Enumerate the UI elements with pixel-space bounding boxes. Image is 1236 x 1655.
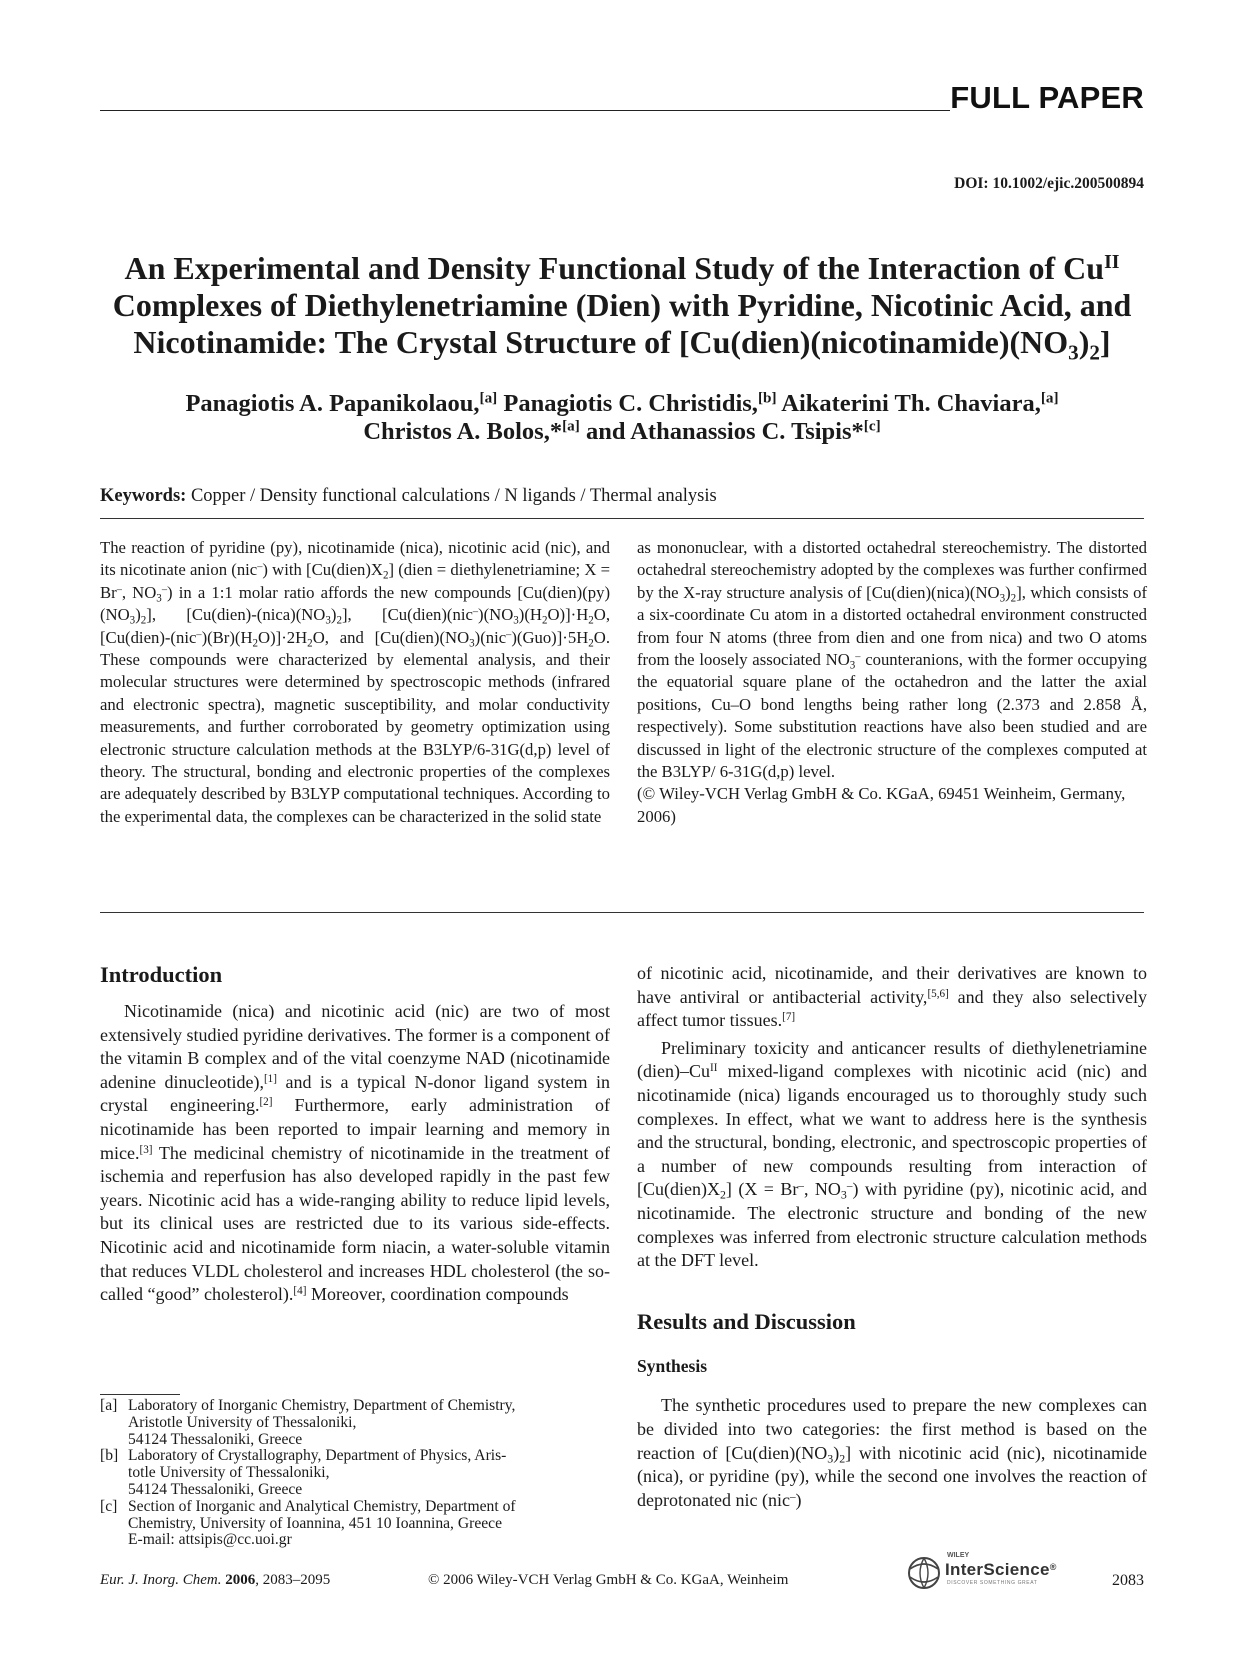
footnote (100, 1398, 615, 1448)
footnote-line: Laboratory of Crystallography, Department of Physics, Aris- (128, 1447, 507, 1465)
footnote-rule (100, 1394, 180, 1395)
body-column-right (637, 962, 1147, 1512)
body-column-left (100, 962, 610, 1307)
title-paren: ) (1078, 324, 1090, 360)
footer-citation (100, 1572, 330, 1589)
header-rule (100, 110, 950, 111)
subsection-heading-synthesis: Synthesis (637, 1355, 708, 1376)
affiliation-mark: [a] (562, 417, 580, 435)
footnote-label: [b] (100, 1447, 119, 1465)
footnote-label: [a] (100, 1397, 118, 1414)
author: Panagiotis A. Papanikolaou, (185, 390, 480, 417)
footnote-line: 54124 Thessaloniki, Greece (128, 1430, 303, 1448)
paragraph: Nicotinamide (nica) and nicotinic acid (nic) are two of most extensively studied pyridine derivatives. The former is a component of the vitamin B complex and of the vital coenzyme NAD (nicotinamide adenine dinucleotide),[1] and is a typical N-donor ligand system in crystal engineering.[2] Furthermore, early administration of nicotinamide has been reported to impair learning and memory in mice.[3] The medicinal chemistry of nicotinamide in the treatment of ischemia and reperfusion has also developed rapidly in the past few years. Nicotinic acid has a wide-ranging ability to reduce lipid levels, but its clinical uses are restricted due to its various side-effects. Nicotinic acid and nicotinamide form niacin, a water-soluble vitamin that reduces VLDL cholesterol and increases HDL cholesterol (the so-called “good” cholesterol).[4] Moreover, coordination compounds (100, 1001, 610, 1305)
page-number: 2083 (1112, 1572, 1144, 1589)
author: Christos A. Bolos,* (363, 418, 563, 445)
paragraph: Preliminary toxicity and anticancer results of diethylenetriamine $(dien)-Cu^{II}$ mixed-ligand complexes with nicotinic acid (nic) and nicotinamide (nica) ligands encouraged us to thoroughly study such complexes. In effect, what we want to address here is the synthesis and the structural, bonding, electronic, and spectroscopic properties of a number of new compounds resulting from interaction of $[Cu(dien)X_2] (X = Br^-$, $NO_3^-$) with pyridine (py), nicotinic acid, and nicotinamide. The electronic structure and bonding of the new complexes was inferred from electronic structure calculation methods at the DFT level. (637, 1037, 1148, 1271)
logo-wiley: WILEY (947, 1552, 970, 1559)
keywords-label: Keywords: (100, 486, 187, 506)
abstract-text-right: as mononuclear, with a distorted octahedral stereochemistry. The distorted octahedral stereochemistry adopted by the complexes was further confirmed by the X-ray structure analysis of $[Cu(dien)(nica)(NO_3)_2]$, which consists of a six-coordinate Cu atom in a distorted octahedral environment constructed from four N atoms (three from dien and one from nica) and two O atoms from the loosely associated $NO_3^-$ counteranions, with the former occupying the equatorial square plane of the octahedron and the latter the axial positions, Cu–O bond lengths being rather long (2.373 and 2.858 Å, respectively). Some substitution reactions have also been studied and are discussed in light of the electronic structure of the complexes computed at the B3LYP/ 6-31G(d,p) level. (637, 538, 1148, 782)
title-line-2: Complexes of Diethylenetriamine (Dien) with Pyridine, Nicotinic Acid, and (112, 287, 1132, 323)
paragraph: The synthetic procedures used to prepare the new complexes can be divided into two categories: the first method is based on the reaction of $[Cu(dien)(NO_3)_2]$ with nicotinic acid (nic), nicotinamide (nica), or pyridine (py), while the second one involves the reaction of deprotonated nic (nic–) (637, 1395, 1147, 1510)
footnote-line: Section of Inorganic and Analytical Chemistry, Department of (128, 1497, 516, 1515)
interscience-logo (905, 1552, 1075, 1592)
footnote-label: [c] (100, 1497, 118, 1515)
journal-pages: , 2083–2095 (255, 1572, 331, 1588)
journal-name: Eur. J. Inorg. Chem. (100, 1572, 222, 1588)
globe-icon (905, 1554, 943, 1592)
abstract-copyright: (© Wiley-VCH Verlag GmbH & Co. KGaA, 69451 Weinheim, Germany, 2006) (637, 784, 1126, 826)
title-superscript: II (1104, 251, 1120, 274)
abstract-column-right (637, 537, 1147, 828)
abstract-column-left (100, 537, 610, 828)
footnote (100, 1499, 615, 1549)
paragraph: of nicotinic acid, nicotinamide, and their derivatives are known to have antiviral or antibacterial activity,[5,6] and they also selectively affect tumor tissues.[7] (637, 963, 1147, 1031)
affiliation-footnotes (100, 1398, 615, 1549)
section-label: FULL PAPER (950, 80, 1144, 115)
section-heading-results: Results and Discussion (637, 1308, 856, 1334)
footer-copyright: © 2006 Wiley-VCH Verlag GmbH & Co. KGaA, Weinheim (428, 1572, 789, 1588)
abstract-top-rule (100, 518, 1144, 519)
title-line-1: An Experimental and Density Functional Study of the Interaction of Cu (124, 250, 1105, 286)
affiliation-mark: [b] (757, 389, 777, 407)
keywords-text: Copper / Density functional calculations / N ligands / Thermal analysis (186, 486, 717, 506)
title-bracket: ] (1099, 324, 1111, 360)
logo-wordmark: InterScience® (945, 1560, 1057, 1579)
abstract-bottom-rule (100, 912, 1144, 913)
article-title (100, 250, 1144, 365)
footnote-line: 54124 Thessaloniki, Greece (128, 1480, 303, 1498)
affiliation-mark: [a] (1040, 389, 1059, 407)
title-subscript-1: 3 (1068, 340, 1079, 365)
author: and Athanassios C. Tsipis* (579, 418, 864, 445)
affiliation-mark: [c] (863, 417, 881, 435)
author: Aikaterini Th. Chaviara, (776, 390, 1041, 417)
footnote-line: Laboratory of Inorganic Chemistry, Department of Chemistry, (128, 1397, 516, 1414)
author-list (100, 390, 1144, 446)
footnote-line: totle University of Thessaloniki, (128, 1464, 330, 1482)
footnote-line: Chemistry, University of Ioannina, 451 10 Ioannina, Greece (128, 1514, 502, 1532)
title-line-3: Nicotinamide: The Crystal Structure of [Cu(dien)(nicotinamide)(NO (133, 324, 1069, 360)
footnote-email[interactable]: E-mail: attsipis@cc.uoi.gr (128, 1531, 292, 1549)
logo-tagline: DISCOVER SOMETHING GREAT (947, 1580, 1038, 1586)
doi[interactable]: DOI: 10.1002/ejic.200500894 (954, 175, 1144, 192)
title-subscript-2: 2 (1089, 340, 1100, 365)
journal-year: 2006 (225, 1572, 256, 1588)
keywords (100, 486, 717, 507)
abstract-text-left: The reaction of pyridine (py), nicotinamide (nica), nicotinic acid (nic), and its nicotinate anion (nic–) with $[Cu(dien)X_2]$ (dien = diethylenetriamine; X = Br–, $NO_3^-$) in a 1:1 molar ratio affords the new compounds $[Cu(dien)(py)(NO_3)_2]$, $[Cu(dien)-(nica)(NO_3)_2]$, $[Cu(dien)(nic^-)(NO_3)(H_2O)]\cdot H_2O$, $[Cu(dien)-(nic^-)(Br)(H_2O)]\cdot 2H_2O$, and $[Cu(dien)(NO_3)(nic^-)(Guo)]\cdot 5H_2O$. These compounds were characterized by elemental analysis, and their molecular structures were determined by spectroscopic methods (infrared and electronic spectra), magnetic susceptibility, and molar conductivity measurements, and further corroborated by geometry optimization using electronic structure calculation methods at the B3LYP/6-31G(d,p) level of theory. The structural, bonding and electronic properties of the complexes are adequately described by B3LYP computational techniques. According to the experimental data, the complexes can be characterized in the solid state (100, 538, 611, 826)
affiliation-mark: [a] (479, 389, 498, 407)
section-heading-introduction: Introduction (100, 962, 223, 987)
author: Panagiotis C. Christidis, (497, 390, 758, 417)
footnote (100, 1448, 615, 1498)
footnote-line: Aristotle University of Thessaloniki, (128, 1413, 357, 1431)
